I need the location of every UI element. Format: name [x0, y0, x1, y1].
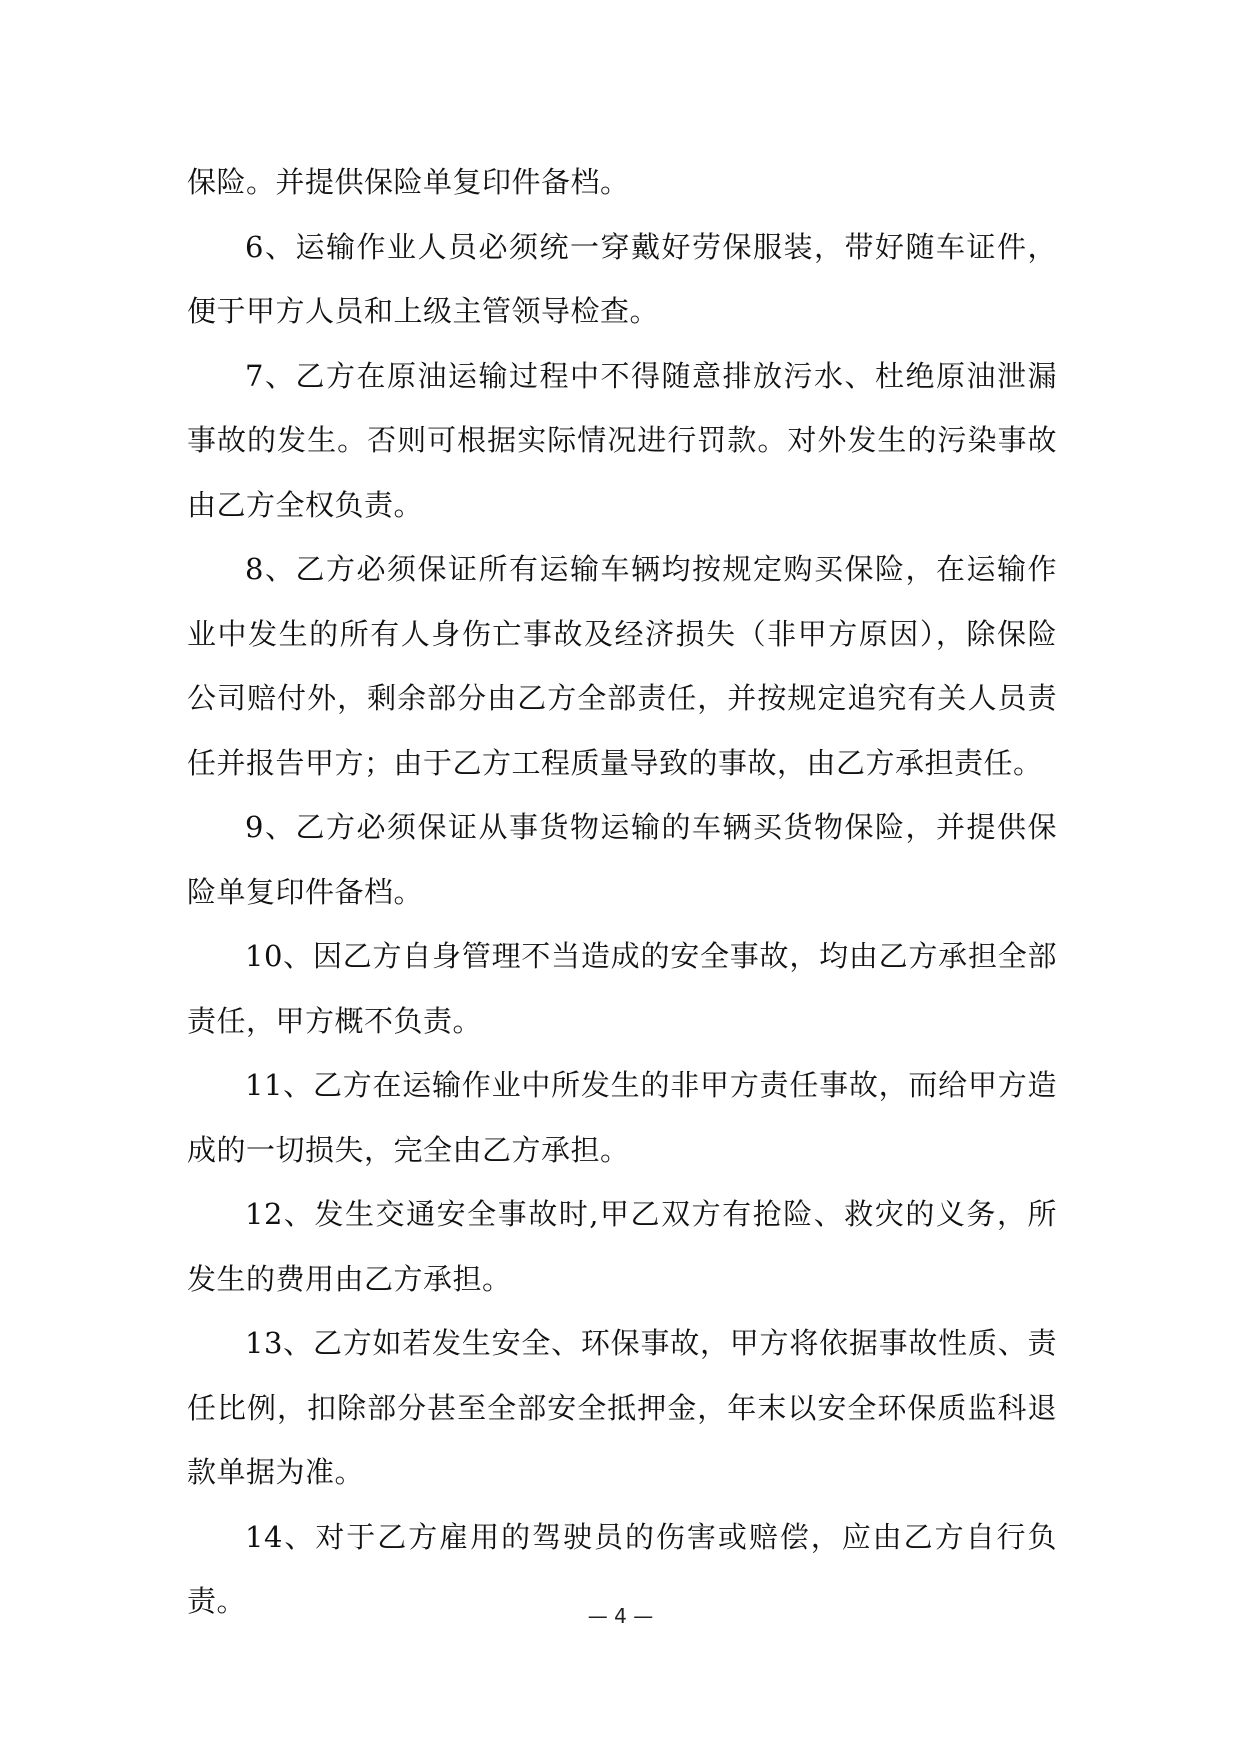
paragraph-continuation: 保险。并提供保险单复印件备档。 — [187, 165, 630, 199]
clause-14: 14、对于乙方雇用的驾驶员的伤害或赔偿，应由乙方自行负责。 — [187, 1519, 1057, 1618]
clause-8: 8、乙方必须保证所有运输车辆均按规定购买保险，在运输作业中发生的所有人身伤亡事故及经济损失（非甲方原因），除保险公司赔付外，剩余部分由乙方全部责任，并按规定追究有关人员责任并报告甲方；由于乙方工程质量导致的事故，由乙方承担责任。 — [187, 552, 1057, 780]
clause-9: 9、乙方必须保证从事货物运输的车辆买货物保险，并提供保险单复印件备档。 — [187, 810, 1057, 909]
clause-11: 11、乙方在运输作业中所发生的非甲方责任事故，而给甲方造成的一切损失，完全由乙方承担。 — [187, 1068, 1057, 1167]
clause-6: 6、运输作业人员必须统一穿戴好劳保服装，带好随车证件，便于甲方人员和上级主管领导检查。 — [187, 229, 1057, 328]
page-number: — 4 — — [587, 1604, 654, 1628]
clause-13: 13、乙方如若发生安全、环保事故，甲方将依据事故性质、责任比例，扣除部分甚至全部安全抵押金，年末以安全环保质监科退款单据为准。 — [187, 1326, 1057, 1489]
clause-7: 7、乙方在原油运输过程中不得随意排放污水、杜绝原油泄漏事故的发生。否则可根据实际情况进行罚款。对外发生的污染事故由乙方全权负责。 — [187, 358, 1057, 522]
document-body — [187, 150, 1057, 1634]
clause-10: 10、因乙方自身管理不当造成的安全事故，均由乙方承担全部责任，甲方概不负责。 — [187, 939, 1057, 1038]
clause-12: 12、发生交通安全事故时,甲乙双方有抢险、救灾的义务，所发生的费用由乙方承担。 — [187, 1197, 1057, 1296]
